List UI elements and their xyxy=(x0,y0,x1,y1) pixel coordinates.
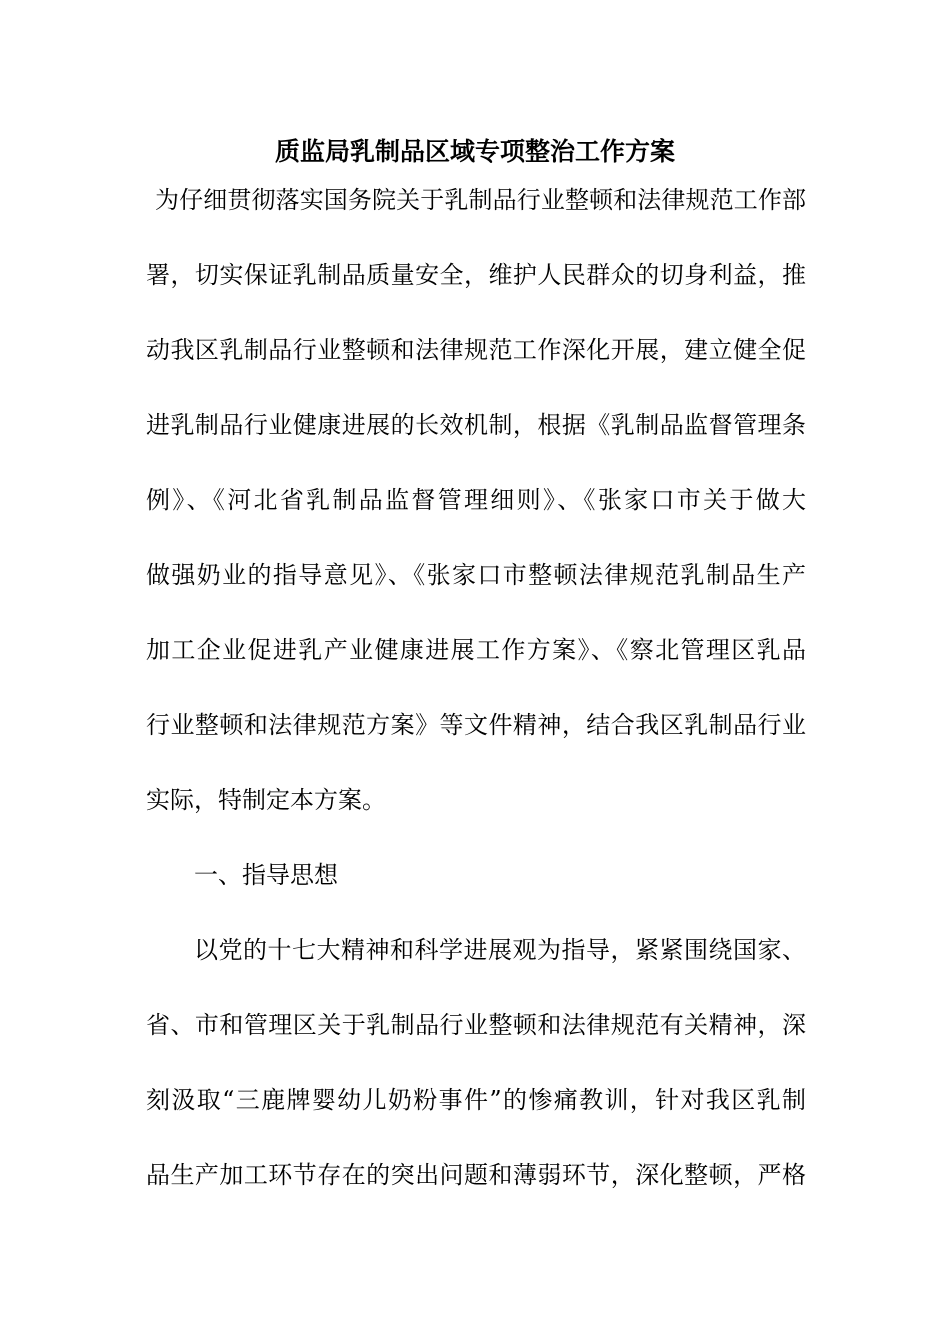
paragraph-line: 行业整顿和法律规范方案》等文件精神，结合我区乳制品行业 xyxy=(146,711,806,739)
paragraph-line: 动我区乳制品行业整顿和法律规范工作深化开展，建立健全促 xyxy=(146,336,806,364)
paragraph-line: 省、市和管理区关于乳制品行业整顿和法律规范有关精神，深 xyxy=(146,1011,806,1039)
paragraph-line: 刻汲取“三鹿牌婴幼儿奶粉事件”的惨痛教训，针对我区乳制 xyxy=(146,1086,806,1114)
paragraph-line: 为仔细贯彻落实国务院关于乳制品行业整顿和法律规范工作部 xyxy=(155,186,806,214)
paragraph-line: 品生产加工环节存在的突出问题和薄弱环节，深化整顿，严格 xyxy=(146,1161,806,1189)
paragraph-line: 进乳制品行业健康进展的长效机制，根据《乳制品监督管理条 xyxy=(146,411,806,439)
paragraph-line: 以党的十七大精神和科学进展观为指导，紧紧围绕国家、 xyxy=(194,936,806,964)
paragraph-line: 加工企业促进乳产业健康进展工作方案》、《察北管理区乳品 xyxy=(146,636,806,664)
paragraph-line: 做强奶业的指导意见》、《张家口市整顿法律规范乳制品生产 xyxy=(146,561,806,589)
paragraph-line: 实际，特制定本方案。 xyxy=(146,786,386,814)
document-title: 质监局乳制品区域专项整治工作方案 xyxy=(274,137,675,166)
paragraph-line: 例》、《河北省乳制品监督管理细则》、《张家口市关于做大 xyxy=(146,486,806,514)
section-heading: 一、指导思想 xyxy=(194,861,338,889)
paragraph-line: 署，切实保证乳制品质量安全，维护人民群众的切身利益，推 xyxy=(146,261,806,289)
